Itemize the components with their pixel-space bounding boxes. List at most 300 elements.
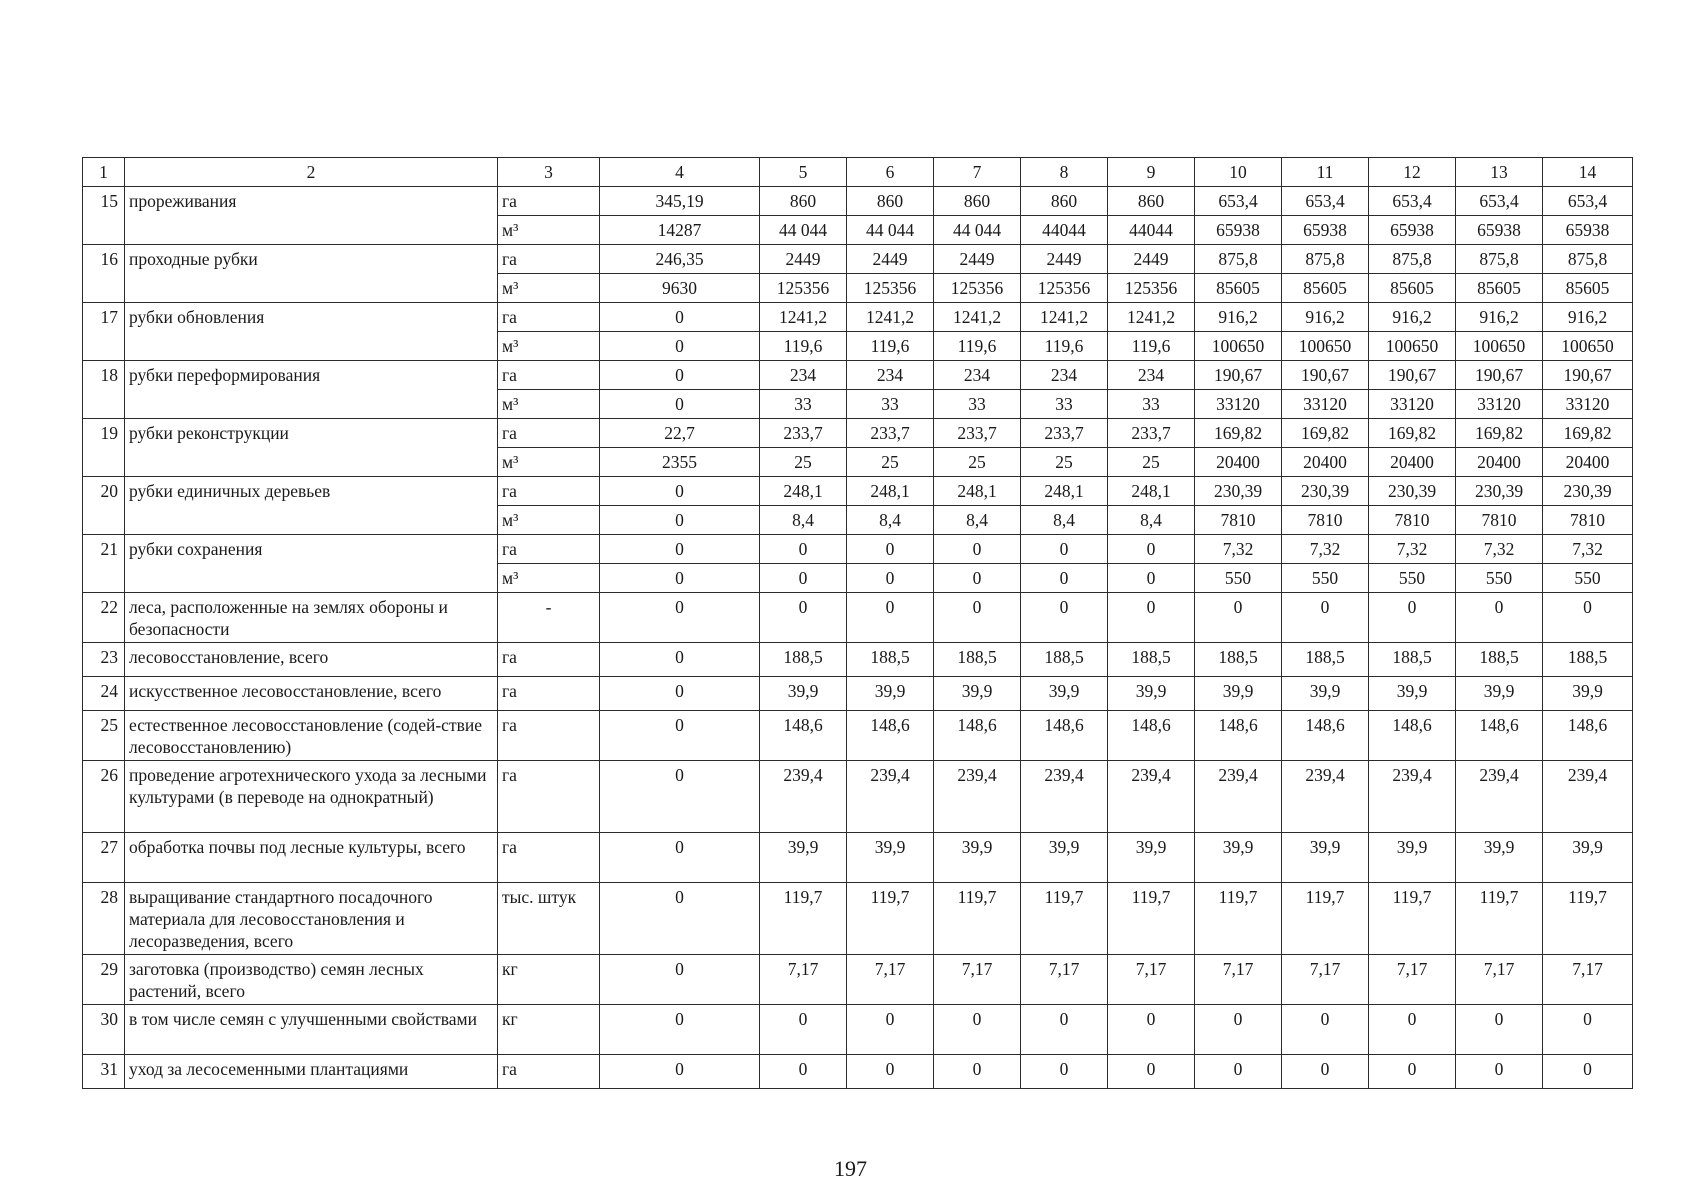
value-cell: 239,4 <box>1195 761 1282 833</box>
value-cell: 875,8 <box>1369 245 1456 274</box>
row-number: 19 <box>83 419 125 477</box>
unit-cell: кг <box>498 955 600 1005</box>
value-cell: 0 <box>1543 1005 1633 1055</box>
activity-name: уход за лесосеменными плантациями <box>125 1055 498 1089</box>
value-cell: 550 <box>1543 564 1633 593</box>
value-cell: 188,5 <box>1456 643 1543 677</box>
value-cell: 7,17 <box>1195 955 1282 1005</box>
value-cell: 39,9 <box>1021 677 1108 711</box>
value-cell: 0 <box>600 1055 760 1089</box>
value-cell: 33120 <box>1195 390 1282 419</box>
value-cell: 0 <box>600 833 760 883</box>
value-cell: 2449 <box>1108 245 1195 274</box>
value-cell: 0 <box>600 643 760 677</box>
value-cell: 0 <box>1021 1055 1108 1089</box>
row-number: 17 <box>83 303 125 361</box>
value-cell: 7,17 <box>1456 955 1543 1005</box>
row-number: 29 <box>83 955 125 1005</box>
value-cell: 190,67 <box>1195 361 1282 390</box>
unit-cell: га <box>498 477 600 506</box>
value-cell: 239,4 <box>760 761 847 833</box>
value-cell: 0 <box>1195 1055 1282 1089</box>
row-number: 20 <box>83 477 125 535</box>
value-cell: 14287 <box>600 216 760 245</box>
value-cell: 20400 <box>1543 448 1633 477</box>
row-number: 15 <box>83 187 125 245</box>
header-cell: 12 <box>1369 158 1456 187</box>
value-cell: 0 <box>600 303 760 332</box>
value-cell: 188,5 <box>934 643 1021 677</box>
table-row <box>83 883 1633 955</box>
value-cell: 119,6 <box>1021 332 1108 361</box>
value-cell: 65938 <box>1195 216 1282 245</box>
unit-cell: м³ <box>498 274 600 303</box>
value-cell: 8,4 <box>847 506 934 535</box>
header-cell: 7 <box>934 158 1021 187</box>
table-row <box>83 187 1633 216</box>
value-cell: 125356 <box>1108 274 1195 303</box>
value-cell: 1241,2 <box>1108 303 1195 332</box>
value-cell: 230,39 <box>1282 477 1369 506</box>
value-cell: 248,1 <box>1021 477 1108 506</box>
value-cell: 0 <box>934 1005 1021 1055</box>
value-cell: 239,4 <box>1543 761 1633 833</box>
value-cell: 190,67 <box>1456 361 1543 390</box>
value-cell: 188,5 <box>1369 643 1456 677</box>
value-cell: 0 <box>934 1055 1021 1089</box>
value-cell: 550 <box>1369 564 1456 593</box>
value-cell: 20400 <box>1456 448 1543 477</box>
header-cell: 14 <box>1543 158 1633 187</box>
value-cell: 230,39 <box>1543 477 1633 506</box>
header-row <box>83 158 1633 187</box>
value-cell: 653,4 <box>1456 187 1543 216</box>
table-row <box>83 361 1633 390</box>
unit-cell: га <box>498 1055 600 1089</box>
value-cell: 119,7 <box>1195 883 1282 955</box>
unit-cell: га <box>498 761 600 833</box>
value-cell: 7,32 <box>1543 535 1633 564</box>
unit-cell: кг <box>498 1005 600 1055</box>
value-cell: 860 <box>847 187 934 216</box>
unit-cell: м³ <box>498 216 600 245</box>
unit-cell: га <box>498 677 600 711</box>
value-cell: 0 <box>760 1005 847 1055</box>
activity-name: рубки единичных деревьев <box>125 477 498 535</box>
table-row <box>83 955 1633 1005</box>
value-cell: 230,39 <box>1456 477 1543 506</box>
value-cell: 0 <box>600 535 760 564</box>
row-number: 21 <box>83 535 125 593</box>
value-cell: 248,1 <box>847 477 934 506</box>
value-cell: 7,17 <box>934 955 1021 1005</box>
value-cell: 0 <box>1456 1055 1543 1089</box>
value-cell: 39,9 <box>1108 677 1195 711</box>
value-cell: 550 <box>1195 564 1282 593</box>
value-cell: 248,1 <box>1108 477 1195 506</box>
value-cell: 44044 <box>1021 216 1108 245</box>
value-cell: 0 <box>600 883 760 955</box>
unit-cell: га <box>498 187 600 216</box>
value-cell: 33 <box>760 390 847 419</box>
value-cell: 230,39 <box>1369 477 1456 506</box>
value-cell: 39,9 <box>1282 833 1369 883</box>
header-cell: 4 <box>600 158 760 187</box>
value-cell: 239,4 <box>1369 761 1456 833</box>
value-cell: 233,7 <box>847 419 934 448</box>
activity-name: искусственное лесовосстановление, всего <box>125 677 498 711</box>
value-cell: 2449 <box>1021 245 1108 274</box>
value-cell: 119,7 <box>847 883 934 955</box>
value-cell: 33120 <box>1282 390 1369 419</box>
value-cell: 0 <box>1456 1005 1543 1055</box>
value-cell: 0 <box>1369 593 1456 643</box>
value-cell: 9630 <box>600 274 760 303</box>
value-cell: 916,2 <box>1456 303 1543 332</box>
value-cell: 0 <box>1369 1055 1456 1089</box>
value-cell: 0 <box>847 1005 934 1055</box>
unit-cell: га <box>498 303 600 332</box>
value-cell: 33 <box>847 390 934 419</box>
value-cell: 860 <box>760 187 847 216</box>
value-cell: 1241,2 <box>760 303 847 332</box>
table-row <box>83 303 1633 332</box>
value-cell: 0 <box>1282 593 1369 643</box>
value-cell: 234 <box>1108 361 1195 390</box>
value-cell: 39,9 <box>1108 833 1195 883</box>
value-cell: 148,6 <box>1456 711 1543 761</box>
value-cell: 119,6 <box>1108 332 1195 361</box>
value-cell: 125356 <box>1021 274 1108 303</box>
activity-name: рубки обновления <box>125 303 498 361</box>
value-cell: 44 044 <box>934 216 1021 245</box>
value-cell: 653,4 <box>1282 187 1369 216</box>
value-cell: 0 <box>600 477 760 506</box>
value-cell: 0 <box>1021 1005 1108 1055</box>
value-cell: 169,82 <box>1282 419 1369 448</box>
value-cell: 0 <box>847 564 934 593</box>
row-number: 18 <box>83 361 125 419</box>
table-row <box>83 1055 1633 1089</box>
activity-name: рубки переформирования <box>125 361 498 419</box>
value-cell: 875,8 <box>1456 245 1543 274</box>
value-cell: 33120 <box>1456 390 1543 419</box>
value-cell: 39,9 <box>1195 677 1282 711</box>
value-cell: 0 <box>1108 1055 1195 1089</box>
value-cell: 25 <box>847 448 934 477</box>
value-cell: 2449 <box>847 245 934 274</box>
value-cell: 239,4 <box>1282 761 1369 833</box>
value-cell: 7,17 <box>1108 955 1195 1005</box>
value-cell: 0 <box>1108 535 1195 564</box>
value-cell: 8,4 <box>760 506 847 535</box>
forestry-table <box>82 157 1633 1089</box>
value-cell: 8,4 <box>934 506 1021 535</box>
value-cell: 234 <box>1021 361 1108 390</box>
value-cell: 44 044 <box>847 216 934 245</box>
value-cell: 119,6 <box>934 332 1021 361</box>
value-cell: 33 <box>1108 390 1195 419</box>
header-cell: 5 <box>760 158 847 187</box>
value-cell: 860 <box>1108 187 1195 216</box>
value-cell: 119,7 <box>934 883 1021 955</box>
value-cell: 25 <box>760 448 847 477</box>
value-cell: 234 <box>934 361 1021 390</box>
value-cell: 85605 <box>1195 274 1282 303</box>
value-cell: 148,6 <box>1195 711 1282 761</box>
value-cell: 7,32 <box>1369 535 1456 564</box>
value-cell: 550 <box>1456 564 1543 593</box>
value-cell: 39,9 <box>760 677 847 711</box>
value-cell: 0 <box>1543 593 1633 643</box>
value-cell: 100650 <box>1195 332 1282 361</box>
value-cell: 7810 <box>1282 506 1369 535</box>
value-cell: 233,7 <box>934 419 1021 448</box>
unit-cell: м³ <box>498 506 600 535</box>
value-cell: 33120 <box>1369 390 1456 419</box>
value-cell: 239,4 <box>1108 761 1195 833</box>
value-cell: 188,5 <box>760 643 847 677</box>
header-cell: 6 <box>847 158 934 187</box>
value-cell: 8,4 <box>1108 506 1195 535</box>
value-cell: 39,9 <box>760 833 847 883</box>
value-cell: 100650 <box>1543 332 1633 361</box>
value-cell: 233,7 <box>760 419 847 448</box>
value-cell: 8,4 <box>1021 506 1108 535</box>
value-cell: 0 <box>600 361 760 390</box>
row-number: 24 <box>83 677 125 711</box>
value-cell: 119,7 <box>1021 883 1108 955</box>
value-cell: 0 <box>1021 593 1108 643</box>
value-cell: 248,1 <box>934 477 1021 506</box>
value-cell: 0 <box>1108 1005 1195 1055</box>
value-cell: 190,67 <box>1369 361 1456 390</box>
value-cell: 148,6 <box>1021 711 1108 761</box>
value-cell: 0 <box>1108 564 1195 593</box>
value-cell: 653,4 <box>1195 187 1282 216</box>
value-cell: 230,39 <box>1195 477 1282 506</box>
value-cell: 875,8 <box>1195 245 1282 274</box>
row-number: 22 <box>83 593 125 643</box>
unit-cell: тыс. штук <box>498 883 600 955</box>
value-cell: 125356 <box>847 274 934 303</box>
value-cell: 0 <box>847 1055 934 1089</box>
value-cell: 85605 <box>1282 274 1369 303</box>
activity-name: заготовка (производство) семян лесных растений, всего <box>125 955 498 1005</box>
value-cell: 0 <box>600 955 760 1005</box>
activity-name: проведение агротехнического ухода за лесными культурами (в переводе на однократный) <box>125 761 498 833</box>
value-cell: 39,9 <box>1456 677 1543 711</box>
table-row <box>83 593 1633 643</box>
value-cell: 169,82 <box>1543 419 1633 448</box>
value-cell: 100650 <box>1282 332 1369 361</box>
value-cell: 0 <box>1108 593 1195 643</box>
unit-cell: га <box>498 245 600 274</box>
value-cell: 0 <box>600 593 760 643</box>
table-row <box>83 677 1633 711</box>
row-number: 28 <box>83 883 125 955</box>
value-cell: 119,7 <box>760 883 847 955</box>
value-cell: 1241,2 <box>934 303 1021 332</box>
value-cell: 44 044 <box>760 216 847 245</box>
unit-cell: га <box>498 361 600 390</box>
value-cell: 39,9 <box>934 833 1021 883</box>
value-cell: 188,5 <box>1282 643 1369 677</box>
value-cell: 119,6 <box>847 332 934 361</box>
value-cell: 239,4 <box>934 761 1021 833</box>
value-cell: 119,6 <box>760 332 847 361</box>
table-row <box>83 833 1633 883</box>
table-row <box>83 711 1633 761</box>
value-cell: 234 <box>847 361 934 390</box>
row-number: 27 <box>83 833 125 883</box>
activity-name: обработка почвы под лесные культуры, всего <box>125 833 498 883</box>
table-row <box>83 643 1633 677</box>
value-cell: 188,5 <box>1108 643 1195 677</box>
value-cell: 20400 <box>1282 448 1369 477</box>
value-cell: 119,7 <box>1543 883 1633 955</box>
value-cell: 39,9 <box>1543 677 1633 711</box>
value-cell: 2449 <box>934 245 1021 274</box>
table-row <box>83 535 1633 564</box>
value-cell: 44044 <box>1108 216 1195 245</box>
value-cell: 0 <box>1282 1005 1369 1055</box>
value-cell: 33 <box>1021 390 1108 419</box>
value-cell: 188,5 <box>1195 643 1282 677</box>
value-cell: 125356 <box>760 274 847 303</box>
value-cell: 2355 <box>600 448 760 477</box>
value-cell: 0 <box>847 593 934 643</box>
value-cell: 190,67 <box>1282 361 1369 390</box>
value-cell: 0 <box>1543 1055 1633 1089</box>
value-cell: 0 <box>760 564 847 593</box>
value-cell: 100650 <box>1456 332 1543 361</box>
value-cell: 233,7 <box>1108 419 1195 448</box>
activity-name: рубки сохранения <box>125 535 498 593</box>
value-cell: 239,4 <box>847 761 934 833</box>
unit-cell: - <box>498 593 600 643</box>
value-cell: 100650 <box>1369 332 1456 361</box>
row-number: 26 <box>83 761 125 833</box>
value-cell: 188,5 <box>1021 643 1108 677</box>
value-cell: 653,4 <box>1543 187 1633 216</box>
value-cell: 7,17 <box>760 955 847 1005</box>
value-cell: 7,17 <box>1369 955 1456 1005</box>
value-cell: 0 <box>1021 535 1108 564</box>
value-cell: 148,6 <box>934 711 1021 761</box>
value-cell: 0 <box>934 564 1021 593</box>
value-cell: 0 <box>600 711 760 761</box>
header-cell: 8 <box>1021 158 1108 187</box>
activity-name: естественное лесовосстановление (содей-ствие лесовосстановлению) <box>125 711 498 761</box>
value-cell: 248,1 <box>760 477 847 506</box>
header-cell: 2 <box>125 158 498 187</box>
value-cell: 0 <box>1195 1005 1282 1055</box>
row-number: 30 <box>83 1005 125 1055</box>
value-cell: 0 <box>1456 593 1543 643</box>
value-cell: 125356 <box>934 274 1021 303</box>
value-cell: 345,19 <box>600 187 760 216</box>
unit-cell: га <box>498 833 600 883</box>
value-cell: 85605 <box>1369 274 1456 303</box>
value-cell: 65938 <box>1456 216 1543 245</box>
value-cell: 25 <box>934 448 1021 477</box>
unit-cell: га <box>498 535 600 564</box>
page-number: 197 <box>834 1156 867 1181</box>
header-cell: 11 <box>1282 158 1369 187</box>
value-cell: 39,9 <box>1282 677 1369 711</box>
unit-cell: га <box>498 643 600 677</box>
unit-cell: м³ <box>498 564 600 593</box>
table-row <box>83 1005 1633 1055</box>
header-cell: 1 <box>83 158 125 187</box>
row-number: 25 <box>83 711 125 761</box>
value-cell: 234 <box>760 361 847 390</box>
value-cell: 860 <box>1021 187 1108 216</box>
value-cell: 39,9 <box>847 833 934 883</box>
value-cell: 39,9 <box>1369 833 1456 883</box>
value-cell: 119,7 <box>1456 883 1543 955</box>
activity-name: проходные рубки <box>125 245 498 303</box>
value-cell: 916,2 <box>1543 303 1633 332</box>
activity-name: в том числе семян с улучшенными свойствами <box>125 1005 498 1055</box>
value-cell: 25 <box>1108 448 1195 477</box>
value-cell: 239,4 <box>1021 761 1108 833</box>
value-cell: 39,9 <box>1195 833 1282 883</box>
value-cell: 148,6 <box>1543 711 1633 761</box>
value-cell: 860 <box>934 187 1021 216</box>
value-cell: 148,6 <box>1282 711 1369 761</box>
row-number: 31 <box>83 1055 125 1089</box>
table-row <box>83 245 1633 274</box>
value-cell: 7,32 <box>1282 535 1369 564</box>
value-cell: 875,8 <box>1543 245 1633 274</box>
value-cell: 85605 <box>1543 274 1633 303</box>
value-cell: 7,17 <box>1543 955 1633 1005</box>
value-cell: 148,6 <box>1108 711 1195 761</box>
value-cell: 0 <box>847 535 934 564</box>
unit-cell: м³ <box>498 332 600 361</box>
value-cell: 875,8 <box>1282 245 1369 274</box>
value-cell: 0 <box>600 1005 760 1055</box>
value-cell: 33120 <box>1543 390 1633 419</box>
value-cell: 7,17 <box>1021 955 1108 1005</box>
value-cell: 1241,2 <box>847 303 934 332</box>
value-cell: 916,2 <box>1369 303 1456 332</box>
value-cell: 190,67 <box>1543 361 1633 390</box>
value-cell: 0 <box>1369 1005 1456 1055</box>
value-cell: 169,82 <box>1369 419 1456 448</box>
value-cell: 0 <box>600 506 760 535</box>
value-cell: 169,82 <box>1195 419 1282 448</box>
value-cell: 233,7 <box>1021 419 1108 448</box>
value-cell: 916,2 <box>1282 303 1369 332</box>
value-cell: 0 <box>1282 1055 1369 1089</box>
value-cell: 0 <box>600 332 760 361</box>
unit-cell: м³ <box>498 390 600 419</box>
value-cell: 0 <box>1021 564 1108 593</box>
value-cell: 0 <box>934 535 1021 564</box>
table-row <box>83 419 1633 448</box>
value-cell: 39,9 <box>1543 833 1633 883</box>
value-cell: 65938 <box>1543 216 1633 245</box>
value-cell: 33 <box>934 390 1021 419</box>
value-cell: 7810 <box>1369 506 1456 535</box>
value-cell: 188,5 <box>847 643 934 677</box>
value-cell: 0 <box>760 535 847 564</box>
value-cell: 39,9 <box>1456 833 1543 883</box>
value-cell: 25 <box>1021 448 1108 477</box>
